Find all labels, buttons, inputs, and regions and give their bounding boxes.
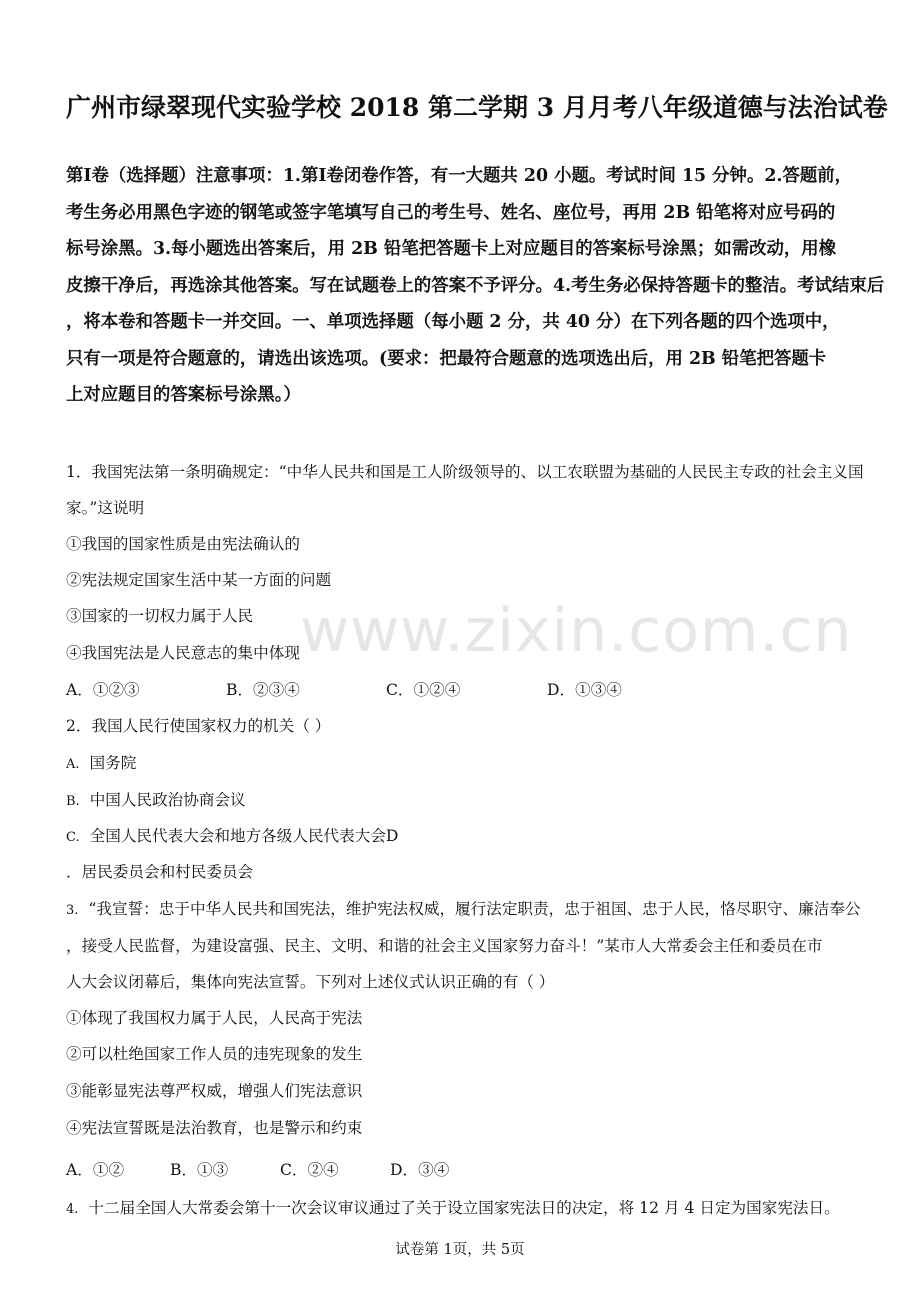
q3-item-1: ①体现了我国权力属于人民，人民高于宪法 <box>66 1009 363 1027</box>
instruction-line: 上对应题目的答案标号涂黑。） <box>66 385 301 405</box>
instruction-line: 只有一项是符合题意的，请选出该选项。(要求：把最符合题意的选项选出后，用 2B 铅笔把答题卡 <box>66 348 827 369</box>
q1-option-c[interactable]: C．①②④ <box>386 681 461 699</box>
q2-option-c-key: C. <box>66 830 80 845</box>
q4-stem <box>66 1196 840 1218</box>
watermark: www.zixin.com.cn <box>300 596 853 666</box>
q2-option-b[interactable] <box>66 788 246 810</box>
q2-option-b-key: B. <box>66 794 80 809</box>
instruction-line: 考生务必用黑色字迹的钢笔或签字笔填写自己的考生号、姓名、座位号，再用 2B 铅笔将对应号码的 <box>66 202 836 223</box>
q2-option-c[interactable] <box>66 824 398 846</box>
q1-stem-line1: 1．我国宪法第一条明确规定：“中华人民共和国是工人阶级领导的、以工农联盟为基础的人民民主专政的社会主义国 <box>66 463 864 481</box>
exam-title: 广州市绿翠现代实验学校 2018 第二学期 3 月月考八年级道德与法治试卷 <box>66 93 888 122</box>
q2-option-a-text: 国务院 <box>89 754 137 772</box>
q4-stem-text: 十二届全国人大常委会第十一次会议审议通过了关于设立国家宪法日的决定，将 12 月 4 日定为国家宪法日。 <box>88 1199 840 1217</box>
q1-option-a[interactable]: A．①②③ <box>66 681 140 699</box>
q1-stem-line2: 家。”这说明 <box>66 499 145 517</box>
instruction-line: 标号涂黑。3.每小题选出答案后，用 2B 铅笔把答题卡上对应题目的答案标号涂黑；如需改动，用橡 <box>66 239 837 259</box>
q3-option-d[interactable]: D．③④ <box>390 1161 450 1179</box>
q2-option-a[interactable] <box>66 751 136 773</box>
q3-item-4: ④宪法宣誓既是法治教育，也是警示和约束 <box>66 1119 363 1137</box>
q1-item-3: ③国家的一切权力属于人民 <box>66 607 254 625</box>
instructions <box>66 158 885 414</box>
q2-option-b-text: 中国人民政治协商会议 <box>89 791 246 809</box>
q3-number: 3. <box>66 903 79 918</box>
page-footer: 试卷第 1页，共 5页 <box>395 1242 525 1258</box>
q2-option-d[interactable]: ．居民委员会和村民委员会 <box>66 863 254 881</box>
q2-option-a-key: A. <box>66 757 80 772</box>
q3-stem-text: “我宣誓：忠于中华人民共和国宪法，维护宪法权威，履行法定职责，忠于祖国、忠于人民，恪尽职守、廉洁奉公 <box>88 900 861 918</box>
q4-number: 4. <box>66 1202 79 1217</box>
q3-stem-line3: 人大会议闭幕后，集体向宪法宣誓。下列对上述仪式认识正确的有（ ） <box>66 973 555 991</box>
q2-option-c-text: 全国人民代表大会和地方各级人民代表大会D <box>89 827 399 845</box>
q3-option-c[interactable]: C．②④ <box>280 1161 339 1179</box>
q3-option-a[interactable]: A．①② <box>66 1161 125 1179</box>
q1-item-4: ④我国宪法是人民意志的集中体现 <box>66 644 300 662</box>
instruction-line: 第Ⅰ卷（选择题）注意事项：1.第Ⅰ卷闭卷作答，有一大题共 20 小题。考试时间 15 分钟。2.答题前， <box>66 166 853 186</box>
q3-item-2: ②可以杜绝国家工作人员的违宪现象的发生 <box>66 1045 363 1063</box>
q3-stem-line2: ，接受人民监督，为建设富强、民主、文明、和谐的社会主义国家努力奋斗！”某市人大常委会主任和委员在市 <box>66 937 823 955</box>
q3-item-3: ③能彰显宪法尊严权威，增强人们宪法意识 <box>66 1082 363 1100</box>
instruction-line: 皮擦干净后，再选涂其他答案。写在试题卷上的答案不予评分。4.考生务必保持答题卡的整洁。考试结束后 <box>66 275 885 296</box>
q1-item-2: ②宪法规定国家生活中某一方面的问题 <box>66 571 332 589</box>
q2-stem: 2．我国人民行使国家权力的机关（ ） <box>66 717 331 735</box>
q3-option-b[interactable]: B．①③ <box>170 1161 229 1179</box>
instruction-line: ，将本卷和答题卡一并交回。一、单项选择题（每小题 2 分，共 40 分）在下列各题的四个选项中， <box>66 312 840 332</box>
q1-option-d[interactable]: D．①③④ <box>547 681 622 699</box>
q1-item-1: ①我国的国家性质是由宪法确认的 <box>66 535 300 553</box>
q3-stem-line1 <box>66 897 860 919</box>
q1-option-b[interactable]: B．②③④ <box>226 681 300 699</box>
